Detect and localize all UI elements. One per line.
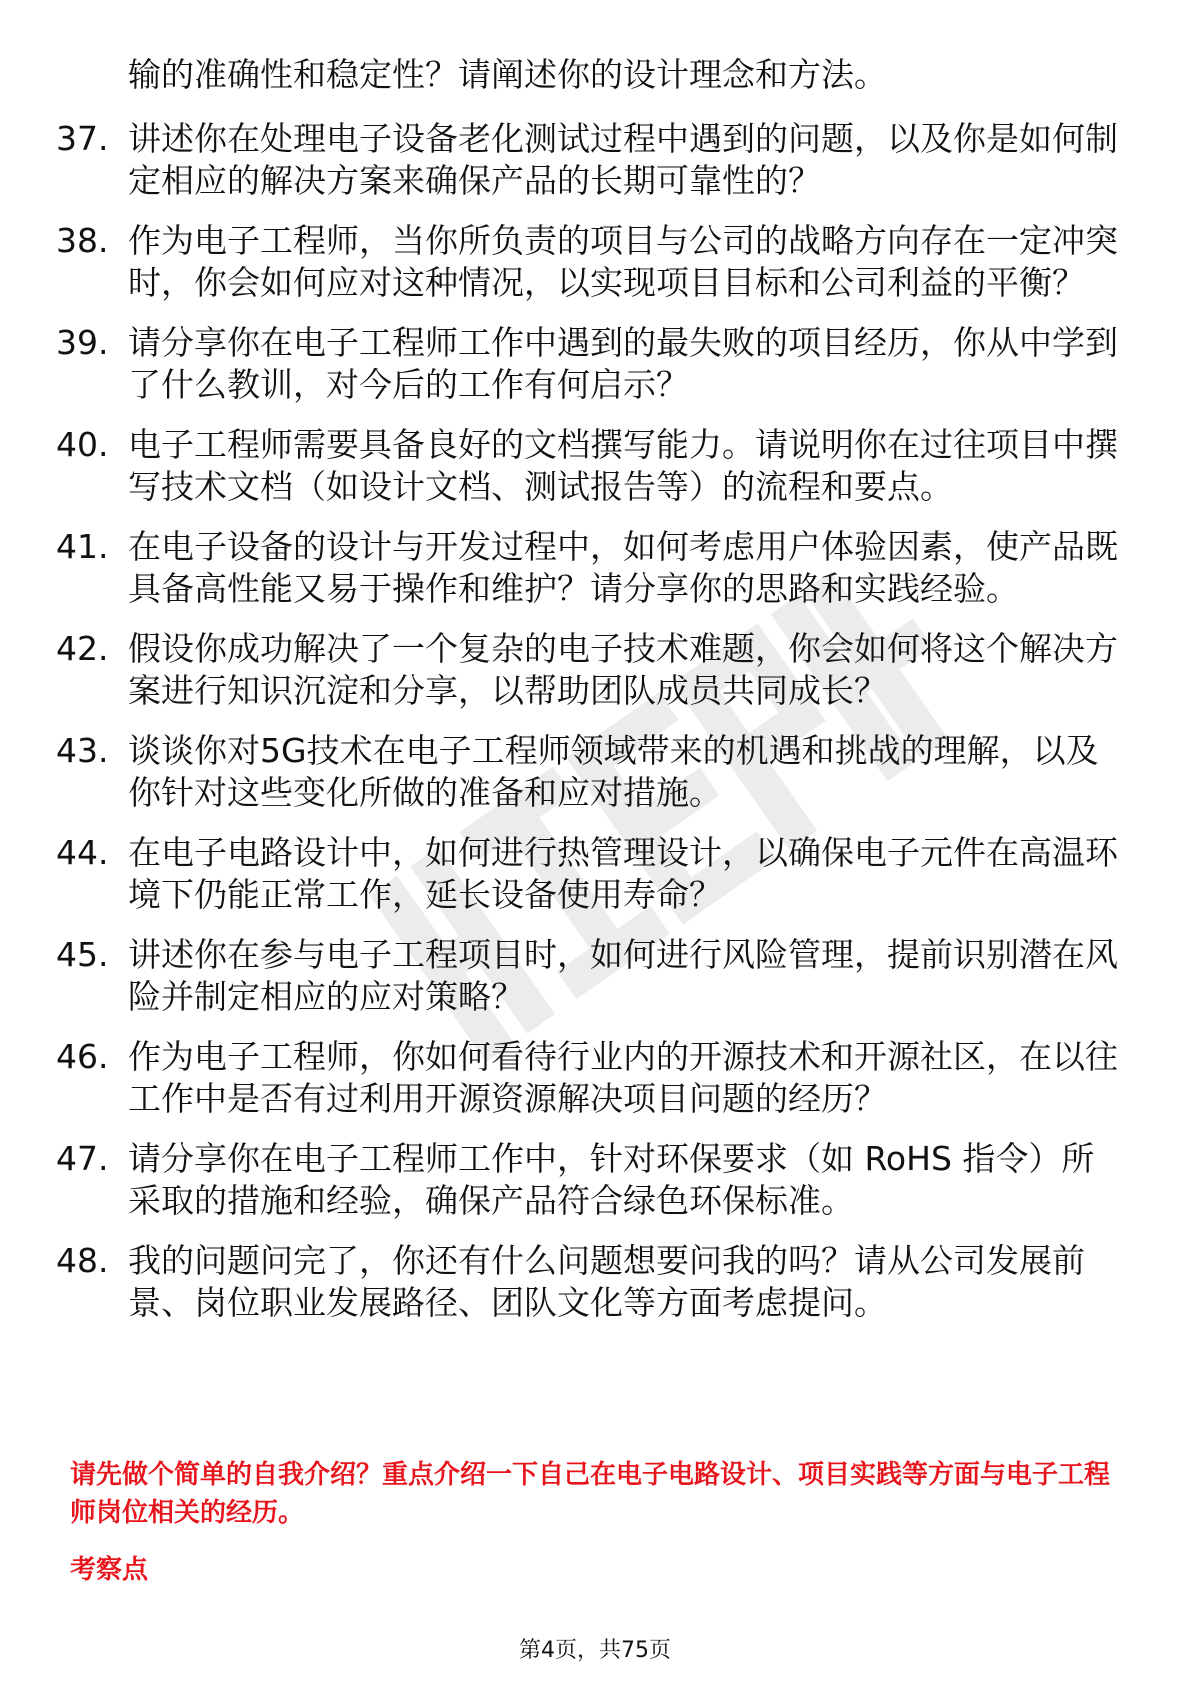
question-number: 38. [56,221,109,260]
list-item [56,526,1126,610]
list-item [56,1138,1126,1222]
page-footer: 第4页，共75页 [519,1638,671,1663]
question-number: 45. [56,935,109,974]
question-text: 假设你成功解决了一个复杂的电子技术难题，你会如何将这个解决方案进行知识沉淀和分享，以帮助团队成员共同成长？ [128,629,1118,710]
list-item [56,934,1126,1018]
question-text: 电子工程师需要具备良好的文档撰写能力。请说明你在过往项目中撰写技术文档（如设计文档、测试报告等）的流程和要点。 [128,425,1118,506]
question-text: 讲述你在处理电子设备老化测试过程中遇到的问题，以及你是如何制定相应的解决方案来确保产品的长期可靠性的？ [128,119,1118,200]
list-item [56,1036,1126,1120]
list-item [56,1240,1126,1324]
list-item [56,628,1126,712]
question-number: 40. [56,425,109,464]
list-item [56,730,1126,814]
question-number: 43. [56,731,109,770]
question-number: 46. [56,1037,109,1076]
question-number: 39. [56,323,109,362]
question-text: 作为电子工程师，你如何看待行业内的开源技术和开源社区，在以往工作中是否有过利用开源资源解决项目问题的经历？ [128,1037,1118,1118]
question-number: 48. [56,1241,109,1280]
question-text: 讲述你在参与电子工程项目时，如何进行风险管理，提前识别潜在风险并制定相应的应对策略？ [128,935,1118,1016]
list-item [56,832,1126,916]
question-text: 谈谈你对5G技术在电子工程师领域带来的机遇和挑战的理解，以及你针对这些变化所做的准备和应对措施。 [128,731,1099,812]
question-text: 请分享你在电子工程师工作中遇到的最失败的项目经历，你从中学到了什么教训，对今后的工作有何启示？ [128,323,1118,404]
question-list [56,118,1126,1342]
list-item [56,220,1126,304]
highlighted-question: 请先做个简单的自我介绍？重点介绍一下自己在电子电路设计、项目实践等方面与电子工程师岗位相关的经历。 [70,1460,1111,1528]
section-label: 考察点 [70,1555,149,1585]
question-number: 44. [56,833,109,872]
question-text: 我的问题问完了，你还有什么问题想要问我的吗？请从公司发展前景、岗位职业发展路径、团队文化等方面考虑提问。 [128,1241,1085,1322]
question-number: 37. [56,119,109,158]
question-text: 在电子设备的设计与开发过程中，如何考虑用户体验因素，使产品既具备高性能又易于操作和维护？请分享你的思路和实践经验。 [128,527,1118,608]
question-number: 47. [56,1139,109,1178]
question-text: 作为电子工程师，当你所负责的项目与公司的战略方向存在一定冲突时，你会如何应对这种情况，以实现项目目标和公司利益的平衡？ [128,221,1118,302]
list-item [56,424,1126,508]
question-text: 请分享你在电子工程师工作中，针对环保要求（如 RoHS 指令）所采取的措施和经验，确保产品符合绿色环保标准。 [128,1139,1095,1220]
continued-question-text: 输的准确性和稳定性？请阐述你的设计理念和方法。 [128,55,887,94]
question-text: 在电子电路设计中，如何进行热管理设计，以确保电子元件在高温环境下仍能正常工作，延长设备使用寿命？ [128,833,1118,914]
question-number: 42. [56,629,109,668]
list-item [56,118,1126,202]
list-item [56,322,1126,406]
question-number: 41. [56,527,109,566]
